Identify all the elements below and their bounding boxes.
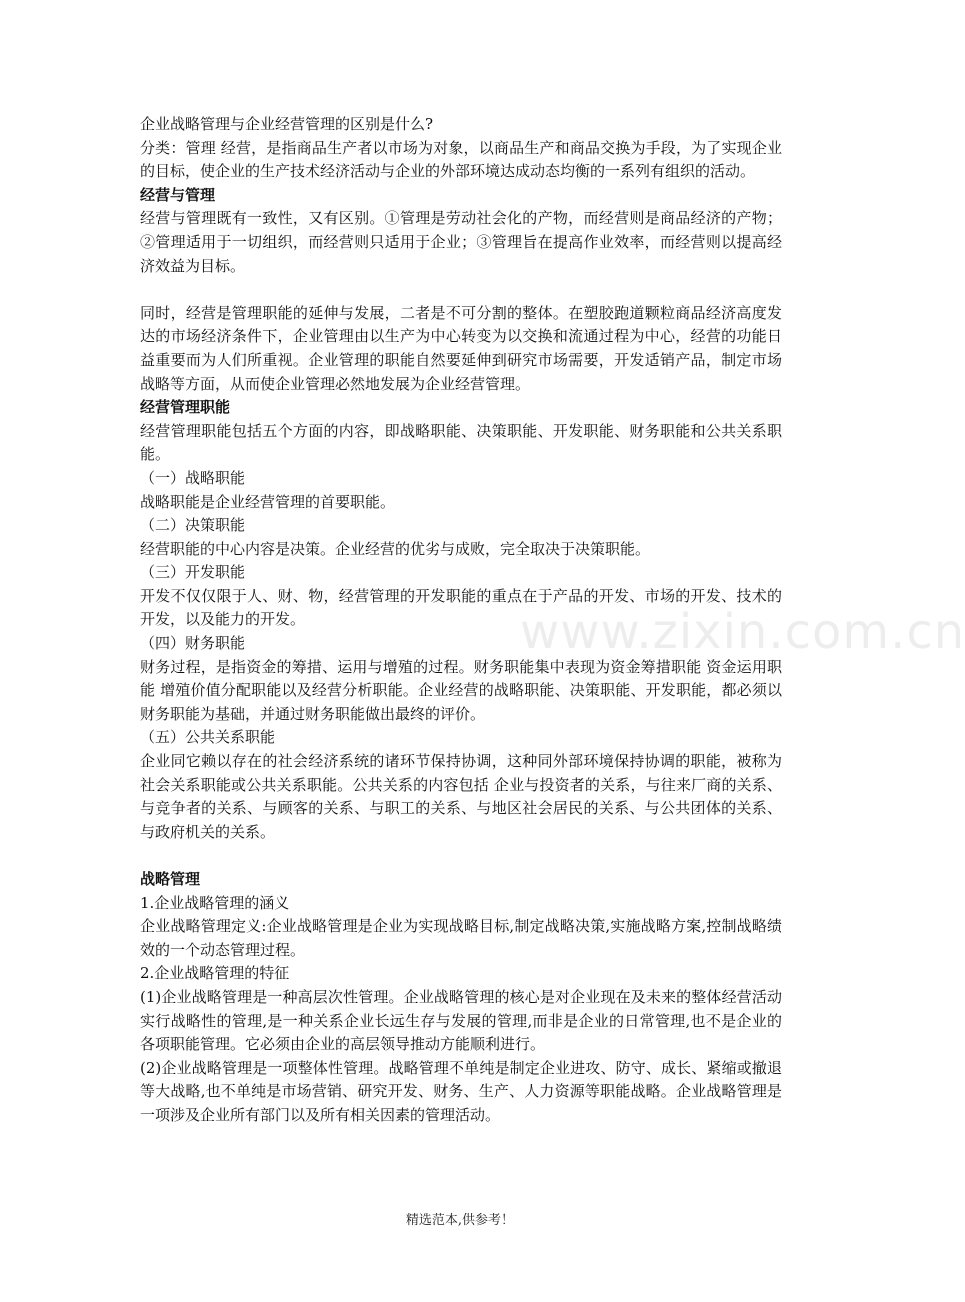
section-heading-management-functions: 经营管理职能 (140, 398, 231, 417)
paragraph-characteristic-2: (2)企业战略管理是一项整体性管理。战略管理不单纯是制定企业进攻、防守、成长、紧缩或撤退等大战略,也不单纯是市场营销、研究开发、财务、生产、人力资源等职能战略。企业战略管理是一项涉及企业所有部门以及所有相关因素的管理活动。 (140, 1058, 782, 1124)
function-text-development: 开发不仅仅限于人、财、物，经营管理的开发职能的重点在于产品的开发、市场的开发、技术的开发，以及能力的开发。 (140, 586, 782, 629)
function-text-public-relations: 企业同它赖以存在的社会经济系统的诸环节保持协调，这种同外部环境保持协调的职能，被称为社会关系职能或公共关系职能。公共关系的内容包括 企业与投资者的关系，与往来厂商的关系、与竞争者的关系、与顾客的关系、与职工的关系、与地区社会居民的关系、与公共团体的关系、与政府机关的关系。 (140, 752, 782, 841)
function-text-strategy: 战略职能是企业经营管理的首要职能。 (140, 492, 396, 511)
paragraph-operation-extension: 同时，经营是管理职能的延伸与发展，二者是不可分割的整体。在塑胶跑道颗粒商品经济高度发达的市场经济条件下，企业管理由以生产为中心转变为以交换和流通过程为中心，经营的功能日益重要而为人们所重视。企业管理的职能自然要延伸到研究市场需要，开发适销产品，制定市场战略等方面，从而使企业管理必然地发展为企业经营管理。 (140, 303, 782, 393)
blank-line (140, 278, 782, 302)
document-title: 企业战略管理与企业经营管理的区别是什么? (140, 115, 434, 133)
paragraph-definition: 企业战略管理定义:企业战略管理是企业为实现战略目标,制定战略决策,实施战略方案,控制战略绩效的一个动态管理过程。 (140, 917, 782, 959)
document-body (140, 113, 782, 1128)
section-heading-operation-management: 经营与管理 (140, 185, 216, 204)
watermark-text: www.zixin.com.cn (520, 604, 965, 660)
subheading-characteristics: 2.企业战略管理的特征 (140, 964, 290, 983)
intro-paragraph: 分类：管理 经营，是指商品生产者以市场为对象，以商品生产和商品交换为手段，为了实现企业的目标，使企业的生产技术经济活动与企业的外部环境达成动态均衡的一系列有组织的活动。 (140, 138, 782, 181)
function-label-decision: （二）决策职能 (140, 516, 246, 535)
function-label-strategy: （一）战略职能 (140, 468, 246, 487)
subheading-definition: 1.企业战略管理的涵义 (140, 893, 290, 912)
page-footer: 精选范本,供参考！ (405, 1213, 515, 1228)
blank-line (140, 844, 782, 868)
section-heading-strategic-management: 战略管理 (140, 870, 201, 888)
function-text-finance: 财务过程，是指资金的筹措、运用与增殖的过程。财务职能集中表现为资金筹措职能 资金运用职能 增殖价值分配职能以及经营分析职能。企业经营的战略职能、决策职能、开发职能，都必须以财务职能为基础，并通过财务职能做出最终的评价。 (140, 657, 782, 723)
function-label-finance: （四）财务职能 (140, 634, 246, 653)
paragraph-functions-intro: 经营管理职能包括五个方面的内容，即战略职能、决策职能、开发职能、财务职能和公共关系职能。 (140, 421, 782, 464)
function-text-decision: 经营职能的中心内容是决策。企业经营的优劣与成败，完全取决于决策职能。 (140, 539, 651, 558)
function-label-development: （三）开发职能 (140, 563, 246, 582)
paragraph-operation-vs-management: 经营与管理既有一致性，又有区别。①管理是劳动社会化的产物，而经营则是商品经济的产物；②管理适用于一切组织，而经营则只适用于企业；③管理旨在提高作业效率，而经营则以提高经济效益为目标。 (140, 209, 782, 275)
paragraph-characteristic-1: (1)企业战略管理是一种高层次性管理。企业战略管理的核心是对企业现在及未来的整体经营活动实行战略性的管理,是一种关系企业长远生存与发展的管理,而非是企业的日常管理,也不是企业的各项职能管理。它必须由企业的高层领导推动方能顺利进行。 (140, 987, 782, 1054)
function-label-public-relations: （五）公共关系职能 (140, 728, 276, 747)
